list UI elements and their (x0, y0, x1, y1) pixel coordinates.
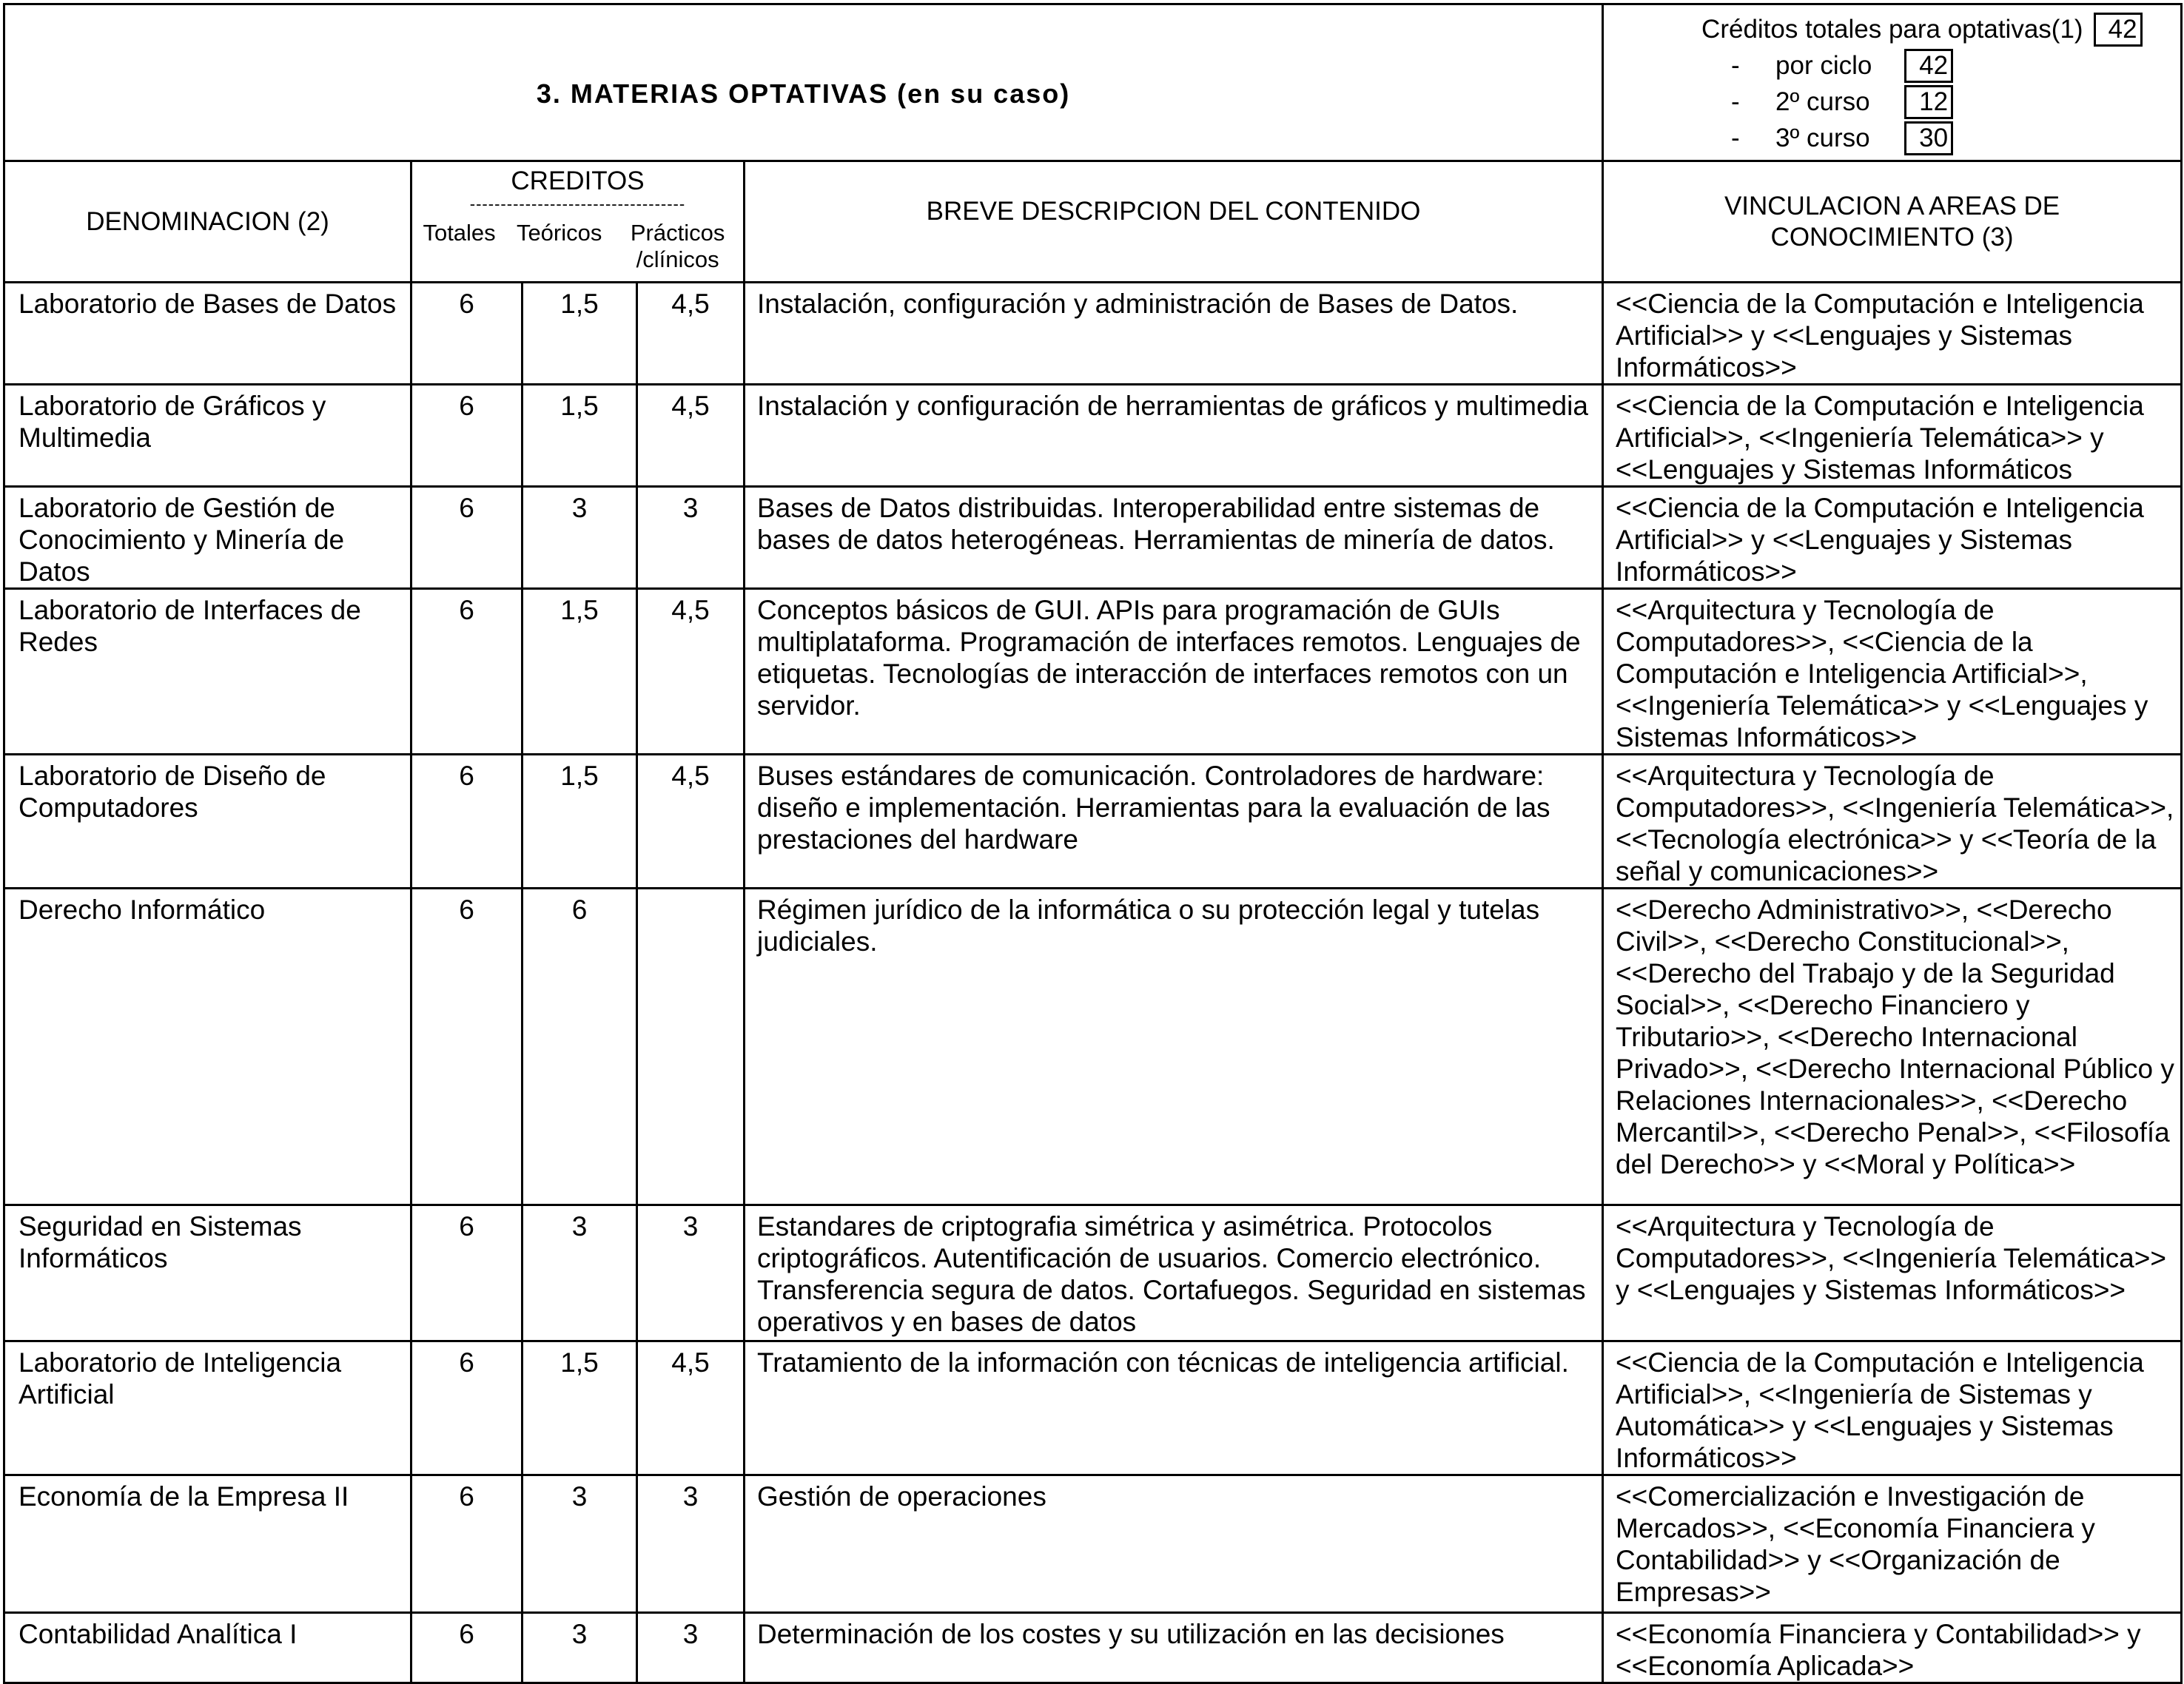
credits-theory: 3 (523, 487, 637, 589)
table-row (4, 385, 2182, 487)
subject-name: Laboratorio de Diseño de Computadores (4, 755, 411, 889)
credits-theory: 3 (523, 1475, 637, 1613)
credits-total: 6 (411, 889, 523, 1205)
summary-value-box: 12 (1904, 85, 1953, 119)
summary-value-box: 42 (1904, 49, 1953, 83)
content-description: Determinación de los costes y su utilización en las decisiones (745, 1613, 1603, 1683)
subject-name: Economía de la Empresa II (4, 1475, 411, 1613)
knowledge-areas: <<Ciencia de la Computación e Inteligencia Artificial>>, <<Ingeniería Telemática>> y <<Lenguajes y Sistemas Informáticos (1603, 385, 2182, 487)
section-title: 3. MATERIAS OPTATIVAS (en su caso) (4, 4, 1603, 161)
col-vinculacion: VINCULACION A AREAS DE CONOCIMIENTO (3) (1603, 161, 2182, 283)
knowledge-areas: <<Arquitectura y Tecnología de Computadores>>, <<Ingeniería Telemática>>, <<Tecnología electrónica>> y <<Teoría de la señal y comunicaciones>> (1603, 755, 2182, 889)
col-teoricos: Teóricos (516, 220, 602, 246)
knowledge-areas: <<Comercialización e Investigación de Mercados>>, <<Economía Financiera y Contabilidad>> y <<Organización de Empresas>> (1603, 1475, 2182, 1613)
summary-value-box: 42 (2094, 13, 2143, 47)
credits-practice: 4,5 (637, 589, 745, 755)
credits-practice: 4,5 (637, 385, 745, 487)
credits-total: 6 (411, 385, 523, 487)
credits-practice: 4,5 (637, 755, 745, 889)
content-description: Instalación y configuración de herramientas de gráficos y multimedia (745, 385, 1603, 487)
knowledge-areas: <<Ciencia de la Computación e Inteligencia Artificial>> y <<Lenguajes y Sistemas Informáticos>> (1603, 487, 2182, 589)
credits-total: 6 (411, 1475, 523, 1613)
table-row (4, 755, 2182, 889)
credits-theory: 1,5 (523, 385, 637, 487)
credits-theory: 1,5 (523, 589, 637, 755)
knowledge-areas: <<Arquitectura y Tecnología de Computadores>>, <<Ciencia de la Computación e Inteligencia Artificial>>, <<Ingeniería Telemática>> y <<Lenguajes y Sistemas Informáticos>> (1603, 589, 2182, 755)
credits-total: 6 (411, 1341, 523, 1475)
title-row (4, 4, 2182, 161)
summary-label: Créditos totales para optativas(1) (1701, 15, 2083, 44)
content-description: Conceptos básicos de GUI. APIs para programación de GUIs multiplataforma. Programación de interfaces remotos. Lenguajes de etiquetas. Tecnologías de interacción de interfaces remotos con un servidor. (745, 589, 1603, 755)
subject-name: Contabilidad Analítica I (4, 1613, 411, 1683)
summary-row: - por ciclo 42 (1657, 47, 2180, 84)
content-description: Tratamiento de la información con técnicas de inteligencia artificial. (745, 1341, 1603, 1475)
credits-theory: 3 (523, 1205, 637, 1341)
summary-label: 3º curso (1775, 124, 1870, 152)
table-body (4, 283, 2182, 1683)
table-row (4, 889, 2182, 1205)
knowledge-areas: <<Economía Financiera y Contabilidad>> y <<Economía Aplicada>> (1603, 1613, 2182, 1683)
table-row (4, 1613, 2182, 1683)
credits-summary (1603, 4, 2182, 161)
col-denominacion: DENOMINACION (2) (4, 161, 411, 283)
credits-total: 6 (411, 283, 523, 385)
table-row (4, 1341, 2182, 1475)
credits-theory: 1,5 (523, 755, 637, 889)
optativas-table (3, 3, 2183, 1684)
column-header-row (4, 161, 2182, 283)
summary-row: - 2º curso 12 (1657, 84, 2180, 120)
content-description: Estandares de criptografia simétrica y asimétrica. Protocolos criptográficos. Autentificación de usuarios. Comercio electrónico. Transferencia segura de datos. Cortafuegos. Seguridad en sistemas operativos y en bases de datos (745, 1205, 1603, 1341)
credits-theory: 6 (523, 889, 637, 1205)
col-practicos: Prácticos /clínicos (630, 220, 725, 272)
content-description: Régimen jurídico de la informática o su protección legal y tutelas judiciales. (745, 889, 1603, 1205)
knowledge-areas: <<Arquitectura y Tecnología de Computadores>>, <<Ingeniería Telemática>> y <<Lenguajes y Sistemas Informáticos>> (1603, 1205, 2182, 1341)
credits-total: 6 (411, 487, 523, 589)
knowledge-areas: <<Ciencia de la Computación e Inteligencia Artificial>> y <<Lenguajes y Sistemas Informáticos>> (1603, 283, 2182, 385)
credits-theory: 1,5 (523, 1341, 637, 1475)
subject-name: Derecho Informático (4, 889, 411, 1205)
subject-name: Laboratorio de Gestión de Conocimiento y Minería de Datos (4, 487, 411, 589)
optativas-document (3, 3, 2180, 1681)
summary-row: - 3º curso 30 (1657, 120, 2180, 156)
summary-row (1657, 11, 2180, 47)
table-row (4, 1205, 2182, 1341)
credits-practice (637, 889, 745, 1205)
credits-practice: 4,5 (637, 1341, 745, 1475)
knowledge-areas: <<Ciencia de la Computación e Inteligencia Artificial>>, <<Ingeniería de Sistemas y Automática>> y <<Lenguajes y Sistemas Informáticos>> (1603, 1341, 2182, 1475)
subject-name: Laboratorio de Interfaces de Redes (4, 589, 411, 755)
table-row (4, 1475, 2182, 1613)
credits-theory: 1,5 (523, 283, 637, 385)
credits-total: 6 (411, 755, 523, 889)
credits-practice: 3 (637, 1205, 745, 1341)
content-description: Bases de Datos distribuidas. Interoperabilidad entre sistemas de bases de datos heterogéneas. Herramientas de minería de datos. (745, 487, 1603, 589)
col-creditos: CREDITOS ----------------------------------- Totales Teóricos Prácticos /clínicos (411, 161, 745, 283)
subject-name: Laboratorio de Inteligencia Artificial (4, 1341, 411, 1475)
credits-practice: 3 (637, 487, 745, 589)
content-description: Instalación, configuración y administración de Bases de Datos. (745, 283, 1603, 385)
subject-name: Laboratorio de Gráficos y Multimedia (4, 385, 411, 487)
credits-total: 6 (411, 1205, 523, 1341)
credits-total: 6 (411, 589, 523, 755)
content-description: Buses estándares de comunicación. Controladores de hardware: diseño e implementación. Herramientas para la evaluación de las prestaciones del hardware (745, 755, 1603, 889)
table-row (4, 283, 2182, 385)
credits-theory: 3 (523, 1613, 637, 1683)
summary-value-box: 30 (1904, 121, 1953, 155)
table-row (4, 487, 2182, 589)
content-description: Gestión de operaciones (745, 1475, 1603, 1613)
subject-name: Laboratorio de Bases de Datos (4, 283, 411, 385)
knowledge-areas: <<Derecho Administrativo>>, <<Derecho Civil>>, <<Derecho Constitucional>>, <<Derecho del Trabajo y de la Seguridad Social>>, <<Derecho Financiero y Tributario>>, <<Derecho Internacional Privado>>, <<Derecho Internacional Público y Relaciones Internacionales>>, <<Derecho Mercantil>>, <<Derecho Penal>>, <<Filosofía del Derecho>> y <<Moral y Política>> (1603, 889, 2182, 1205)
credits-practice: 3 (637, 1475, 745, 1613)
col-descripcion: BREVE DESCRIPCION DEL CONTENIDO (745, 161, 1603, 283)
summary-label: 2º curso (1775, 87, 1870, 116)
table-row (4, 589, 2182, 755)
credits-practice: 3 (637, 1613, 745, 1683)
summary-label: por ciclo (1775, 51, 1872, 80)
subject-name: Seguridad en Sistemas Informáticos (4, 1205, 411, 1341)
credits-total: 6 (411, 1613, 523, 1683)
credits-practice: 4,5 (637, 283, 745, 385)
col-totales: Totales (423, 220, 496, 246)
